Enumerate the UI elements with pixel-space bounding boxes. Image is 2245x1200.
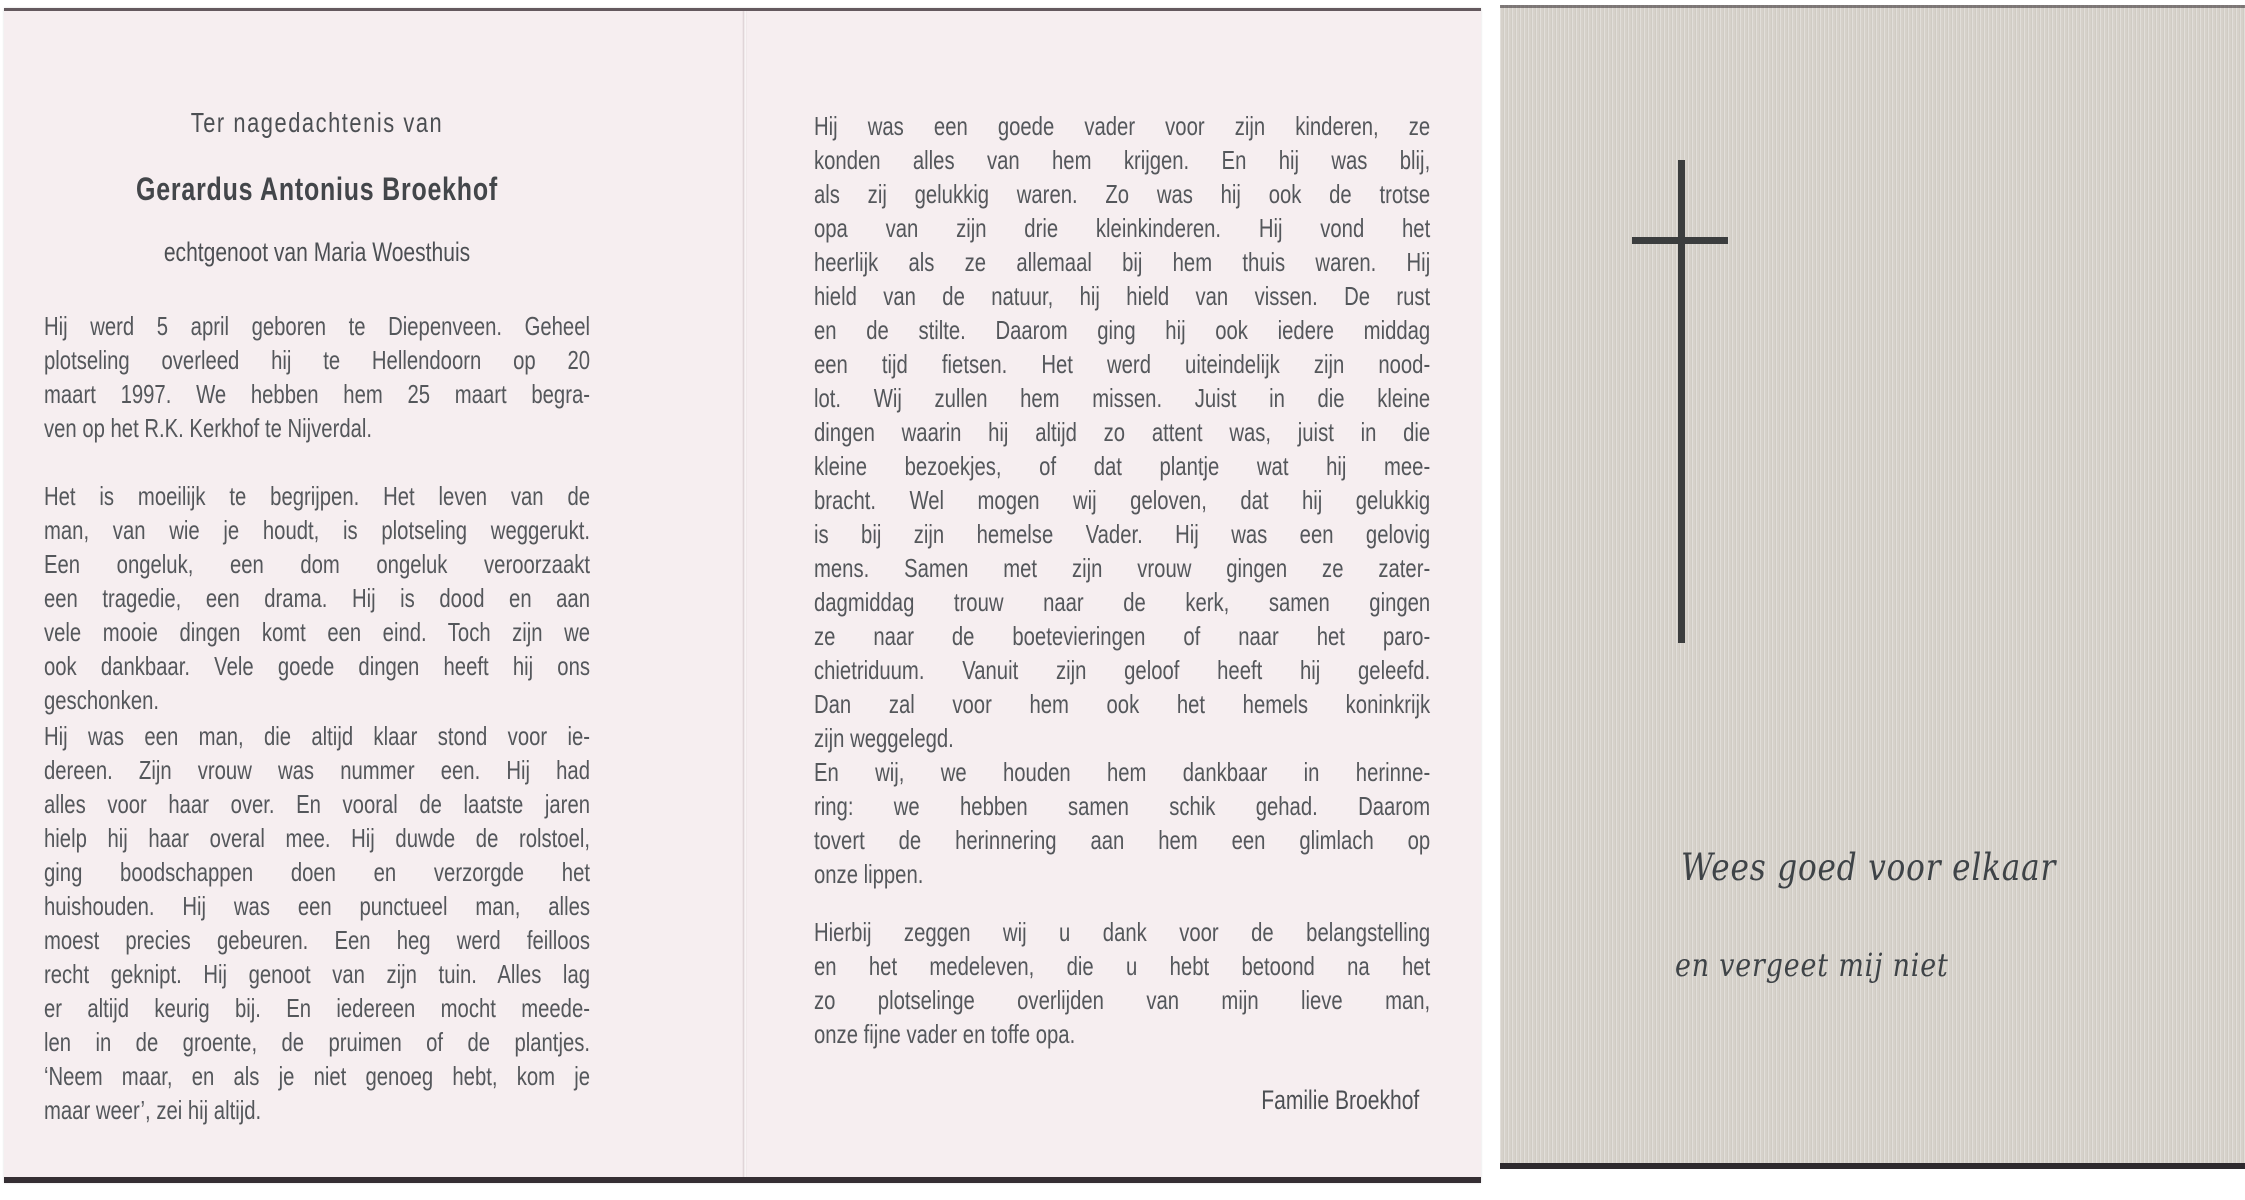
text-line: ging boodschappen doen en verzorgde het	[44, 857, 590, 887]
fold-crease	[742, 11, 747, 1177]
text-line: ook dankbaar. Vele goede dingen heeft hij ons	[44, 651, 590, 681]
text-line: Hij was een goede vader voor zijn kinderen, ze	[814, 111, 1431, 141]
memorial-card-back-scan	[1500, 5, 2245, 1169]
text-line: als zij gelukkig waren. Zo was hij ook de trotse	[814, 179, 1431, 209]
paragraph-birth-death	[44, 309, 590, 445]
text-line: en de stilte. Daarom ging hij ook iedere middag	[814, 315, 1431, 345]
motto-line-2: en vergeet mij niet	[1675, 946, 1949, 984]
paragraph-character	[44, 719, 590, 1127]
motto-line-1: Wees goed voor elkaar	[1681, 846, 2057, 889]
text-line: ze naar de boetevieringen of naar het paro-	[814, 621, 1431, 651]
text-line: maar weer’, zei hij altijd.	[44, 1095, 262, 1125]
text-line: man, van wie je houdt, is plotseling weggerukt.	[44, 515, 590, 545]
text-line: hield van de natuur, hij hield van vissen. De rust	[814, 281, 1431, 311]
text-line: een tijd fietsen. Het werd uiteindelijk zijn nood-	[814, 349, 1431, 379]
text-line: bracht. Wel mogen wij geloven, dat hij gelukkig	[814, 485, 1431, 515]
paragraph-grief	[44, 479, 590, 717]
text-line: Hij werd 5 april geboren te Diepenveen. Geheel	[44, 311, 590, 341]
text-line: zo plotselinge overlijden van mijn lieve man,	[814, 985, 1431, 1015]
text-line: Het is moeilijk te begrijpen. Het leven van de	[44, 481, 590, 511]
text-line: recht geknipt. Hij genoot van zijn tuin. Alles lag	[44, 959, 590, 989]
text-line: dereen. Zijn vrouw was nummer een. Hij had	[44, 755, 590, 785]
middle-page	[814, 109, 1430, 1117]
paragraph-family-faith	[814, 109, 1430, 755]
text-line: onze fijne vader en toffe opa.	[814, 1019, 1076, 1049]
text-line: dagmiddag trouw naar de kerk, samen gingen	[814, 587, 1431, 617]
text-line: dingen waarin hij altijd zo attent was, juist in die	[814, 417, 1431, 447]
text-line: tovert de herinnering aan hem een glimlach op	[814, 825, 1431, 855]
text-line: vele mooie dingen komt een eind. Toch zijn we	[44, 617, 590, 647]
text-line: mens. Samen met zijn vrouw gingen ze zater-	[814, 553, 1431, 583]
text-line: maart 1997. We hebben hem 25 maart begra-	[44, 379, 590, 409]
text-line: Een ongeluk, een dom ongeluk veroorzaakt	[44, 549, 590, 579]
spouse-line: echtgenoot van Maria Woesthuis	[163, 237, 471, 267]
text-line: Hij was een man, die altijd klaar stond voor ie-	[44, 721, 590, 751]
text-line: ‘Neem maar, en als je niet genoeg hebt, kom je	[44, 1061, 590, 1091]
text-line: moest precies gebeuren. Een heg werd feilloos	[44, 925, 590, 955]
text-line: onze lippen.	[814, 859, 924, 889]
text-line: En wij, we houden hem dankbaar in herinne-	[814, 757, 1431, 787]
text-line: er altijd keurig bij. En iedereen mocht meede-	[44, 993, 590, 1023]
memorial-card-inner-scan	[4, 8, 1481, 1183]
text-line: chietriduum. Vanuit zijn geloof heeft hij geleefd.	[814, 655, 1431, 685]
dedication-line: Ter nagedachtenis van	[190, 107, 444, 138]
text-line: heerlijk als ze allemaal bij hem thuis waren. Hij	[814, 247, 1431, 277]
paragraph-memory	[814, 755, 1430, 891]
text-line: geschonken.	[44, 685, 160, 715]
text-line: lot. Wij zullen hem missen. Juist in die kleine	[814, 383, 1431, 413]
text-line: len in de groente, de pruimen of de plantjes.	[44, 1027, 590, 1057]
text-line: plotseling overleed hij te Hellendoorn op 20	[44, 345, 590, 375]
paragraph-thanks	[814, 915, 1430, 1051]
text-line: en het medeleven, die u hebt betoond na het	[814, 951, 1431, 981]
text-line: is bij zijn hemelse Vader. Hij was een gelovig	[814, 519, 1431, 549]
text-line: hielp hij haar overal mee. Hij duwde de rolstoel,	[44, 823, 590, 853]
text-line: ven op het R.K. Kerkhof te Nijverdal.	[44, 413, 373, 443]
text-line: ring: we hebben samen schik gehad. Daarom	[814, 791, 1431, 821]
text-line: Hierbij zeggen wij u dank voor de belangstelling	[814, 917, 1431, 947]
text-line: een tragedie, een drama. Hij is dood en aan	[44, 583, 590, 613]
text-line: huishouden. Hij was een punctueel man, alles	[44, 891, 590, 921]
text-line: zijn weggelegd.	[814, 723, 954, 753]
deceased-name: Gerardus Antonius Broekhof	[136, 171, 498, 207]
text-line: Dan zal voor hem ook het hemels koninkrijk	[814, 689, 1431, 719]
left-page	[44, 108, 590, 1127]
text-line: opa van zijn drie kleinkinderen. Hij vond het	[814, 213, 1431, 243]
text-line: alles voor haar over. En vooral de laatste jaren	[44, 789, 590, 819]
text-line: konden alles van hem krijgen. En hij was blij,	[814, 145, 1431, 175]
text-line: kleine bezoekjes, of dat plantje wat hij mee-	[814, 451, 1431, 481]
family-signature: Familie Broekhof	[1261, 1085, 1420, 1115]
